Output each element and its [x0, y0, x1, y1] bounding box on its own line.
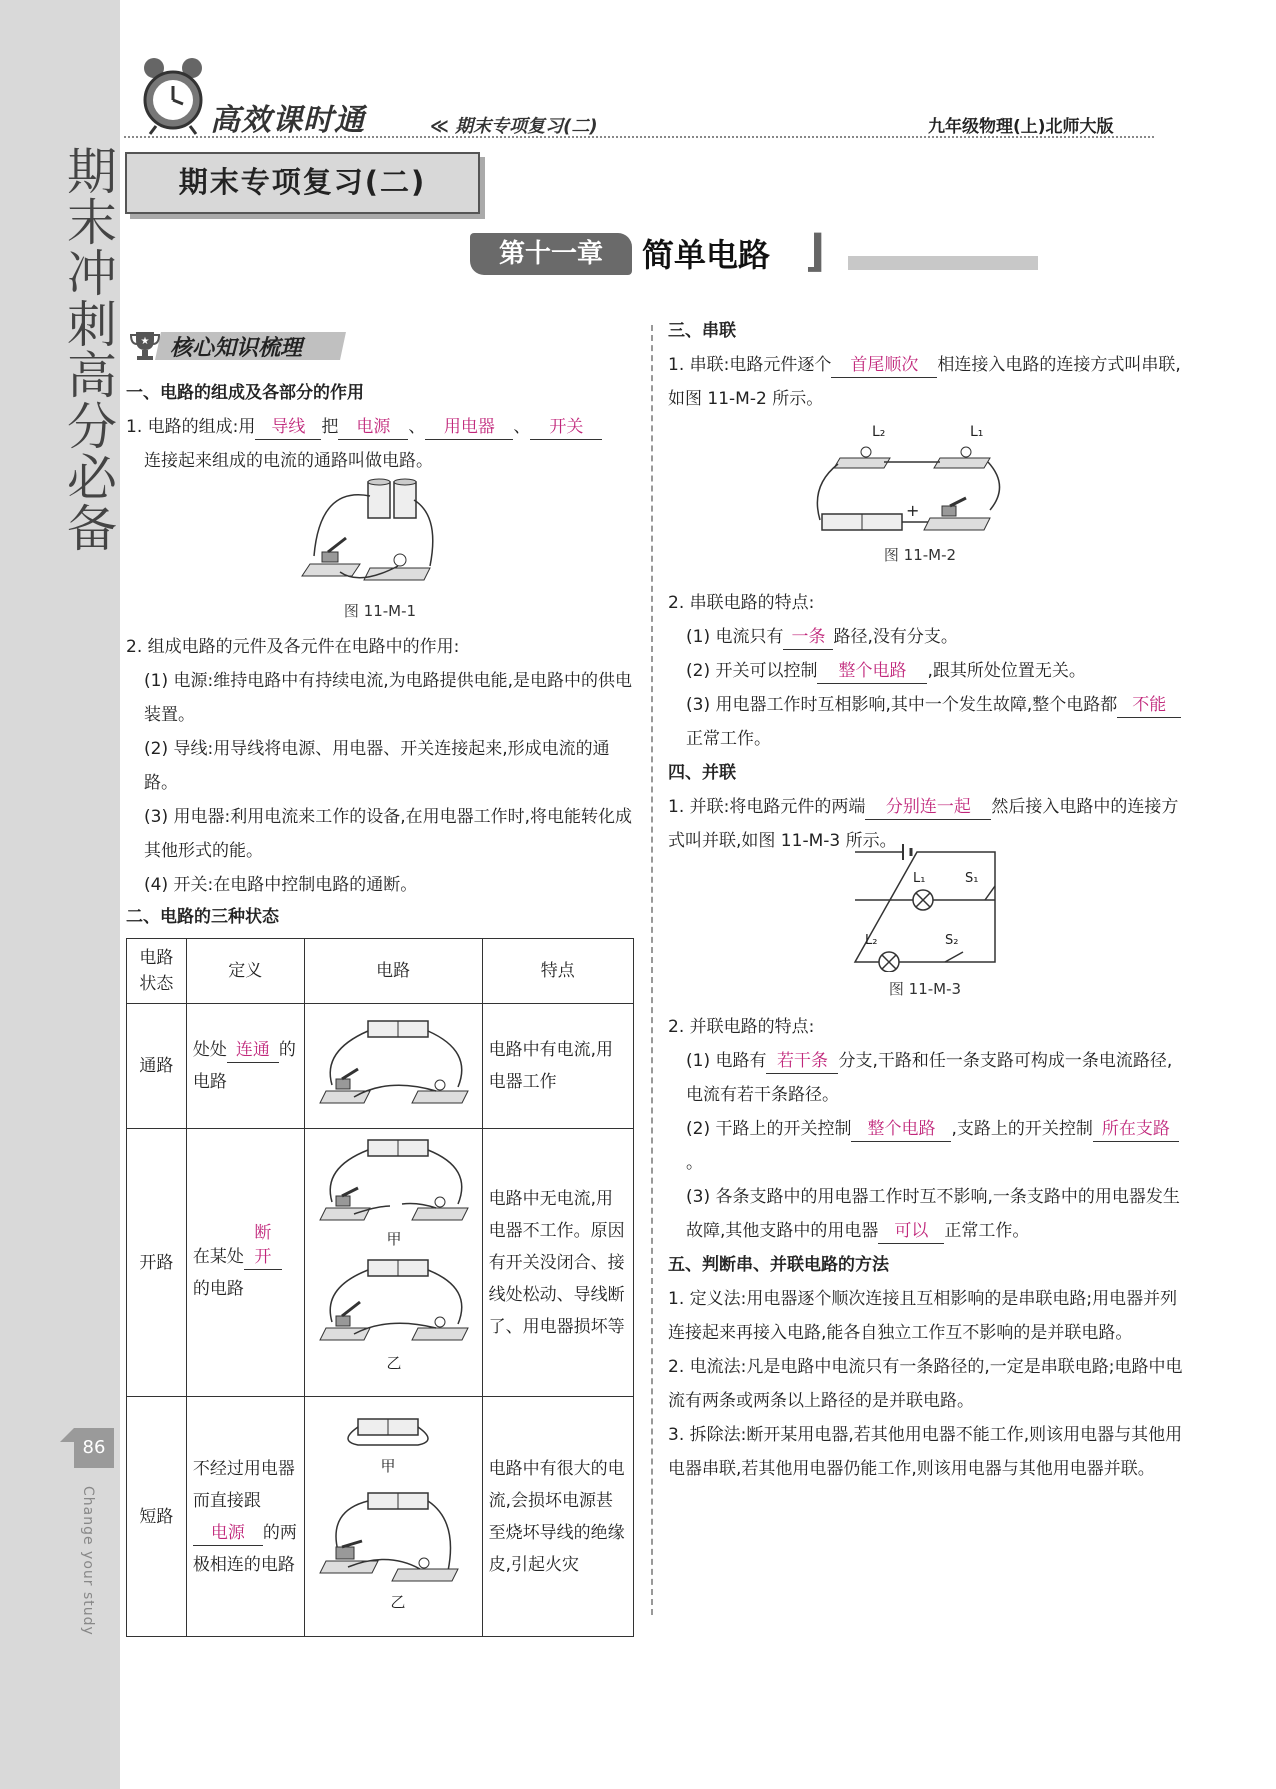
text: 相连接入电路的连接方式叫串联,如图 11-M-2 所示。 — [668, 355, 1181, 409]
heading-composition: 一、电路的组成及各部分的作用 — [126, 383, 364, 403]
text: 路径,没有分支。 — [833, 627, 958, 647]
circuit-cell — [304, 1129, 482, 1397]
parallel-circuit-figure — [845, 842, 1005, 972]
text: 分支,干路和任一条支路可构成一条电流路径,电流有若干条路径。 — [686, 1051, 1173, 1105]
right-column-top — [668, 314, 1188, 416]
table-row — [127, 1397, 634, 1637]
definition-cell — [186, 1004, 304, 1129]
component-item-power: (1) 电源:维持电路中有持续电流,为电路提供电能,是电路中的供电装置。 — [144, 671, 633, 725]
answer-blank: 首尾顺次 — [831, 353, 937, 378]
table-row — [127, 1129, 634, 1397]
method-item: 1. 定义法:用电器逐个顺次连接且互相影响的是串联电路;用电器并列连接起来再接入电路,能各自独立工作互不影响的是并联电路。 — [668, 1289, 1178, 1343]
answer-blank: 可以 — [878, 1219, 944, 1244]
text: 不经过用电器而直接跟 — [192, 1458, 295, 1511]
text: 、 — [513, 417, 531, 437]
chapter-name: 简单电路 — [642, 236, 771, 274]
figure-caption-2: 图 11-M-2 — [883, 546, 957, 564]
table-header-row — [127, 939, 634, 1004]
table-header: 特点 — [482, 939, 633, 1004]
sidebar-title: 期末冲刺高分必备 — [59, 145, 117, 553]
state-cell: 短路 — [127, 1397, 187, 1637]
text: (3) 用电器工作时互相影响,其中一个发生故障,整个电路都 — [686, 695, 1118, 715]
lamp-label: L₁ — [970, 424, 984, 440]
figure-label-a: 甲 — [380, 1457, 396, 1475]
series-features-heading: 2. 串联电路的特点: — [668, 593, 815, 613]
method-item: 3. 拆除法:断开某用电器,若其他用电器不能工作,则该用电器与其他用电器串联,若其他用电器仍能工作,则该用电器与其他用电器并联。 — [668, 1425, 1183, 1479]
text: (1) 电路有 — [686, 1051, 767, 1071]
answer-blank: 电源 — [338, 415, 408, 440]
series-feature-item — [668, 654, 1188, 688]
circuit-figure-1 — [300, 476, 460, 594]
definition-cell — [186, 1129, 304, 1397]
circuit-cell — [304, 1397, 482, 1637]
feature-cell: 电路中有很大的电流,会损坏电源甚至烧坏导线的绝缘皮,引起火灾 — [482, 1397, 633, 1637]
parallel-feature-item — [668, 1180, 1188, 1248]
switch-label: S₂ — [945, 933, 959, 948]
answer-blank: 连通 — [227, 1038, 279, 1063]
left-column-top — [126, 376, 636, 478]
open-circuit-figure — [308, 1132, 478, 1382]
parallel-feature-item — [668, 1044, 1188, 1112]
heading-series: 三、串联 — [668, 321, 736, 341]
text: 。 — [686, 1153, 703, 1173]
answer-blank: 一条 — [783, 625, 833, 650]
answer-blank: 导线 — [255, 415, 321, 440]
text: 在某处 — [192, 1246, 244, 1267]
composition-paragraph — [126, 410, 636, 444]
trophy-icon — [128, 328, 162, 362]
text: 1. 并联:将电路元件的两端 — [668, 797, 866, 817]
lamp-label: L₁ — [913, 871, 926, 886]
switch-label: S₁ — [965, 871, 979, 886]
page-number: 86 — [74, 1428, 114, 1468]
answer-blank: 整个电路 — [851, 1117, 951, 1142]
header-section: ≪ 期末专项复习(二) — [430, 116, 598, 137]
heading-parallel: 四、并联 — [668, 763, 736, 783]
composition-paragraph-cont: 连接起来组成的电流的通路叫做电路。 — [144, 451, 433, 471]
series-circuit-figure — [810, 416, 1030, 536]
component-item-switch: (4) 开关:在电路中控制电路的通断。 — [144, 875, 418, 895]
text: 的电路 — [192, 1040, 296, 1092]
chapter-bracket: ⌋ — [805, 226, 826, 277]
answer-blank: 电源 — [193, 1521, 263, 1546]
parallel-features-heading: 2. 并联电路的特点: — [668, 1017, 815, 1037]
method-item: 2. 电流法:凡是电路中电流只有一条路径的,一定是串联电路;电路中电流有两条或两条以上路径的是并联电路。 — [668, 1357, 1183, 1411]
text: 的两极相连的电路 — [192, 1522, 297, 1575]
answer-blank: 若干条 — [766, 1049, 838, 1074]
right-column-mid — [668, 586, 1188, 858]
text: 把 — [321, 417, 339, 437]
lamp-label: L₂ — [872, 424, 886, 440]
text: (1) 电流只有 — [686, 627, 784, 647]
feature-cell: 电路中有电流,用电器工作 — [482, 1004, 633, 1129]
state-cell: 开路 — [127, 1129, 187, 1397]
answer-blank: 整个电路 — [817, 659, 927, 684]
column-divider — [651, 325, 653, 1615]
table-header: 电路状态 — [127, 939, 187, 1004]
figure-label-a: 甲 — [386, 1230, 402, 1248]
text: ,跟其所处位置无关。 — [927, 661, 1086, 681]
series-feature-item — [668, 620, 1188, 654]
page-title: 期末专项复习(二) — [125, 152, 480, 214]
text: 1. 串联:电路元件逐个 — [668, 355, 832, 375]
alarm-clock-logo — [136, 54, 210, 136]
text: (3) 各条支路中的用电器工作时互不影响,一条支路中的用电器发生故障,其他支路中的用电器 — [686, 1187, 1180, 1241]
sidebar-slogan: Change your study — [80, 1486, 96, 1636]
figure-caption-1: 图 11-M-1 — [343, 602, 417, 620]
figure-label-b: 乙 — [386, 1354, 402, 1372]
text: 正常工作。 — [944, 1221, 1030, 1241]
text: ,支路上的开关控制 — [951, 1119, 1093, 1139]
svg-text:★: ★ — [140, 336, 150, 347]
component-item-appliance: (3) 用电器:利用电流来工作的设备,在用电器工作时,将电能转化成其他形式的能。 — [144, 807, 633, 861]
figure-label-b: 乙 — [390, 1593, 406, 1611]
table-header: 电路 — [304, 939, 482, 1004]
circuit-states-table — [126, 938, 634, 1637]
short-circuit-figure — [308, 1401, 478, 1621]
chapter-label: 第十一章 — [470, 233, 632, 275]
plus-label: + — [906, 501, 920, 520]
definition-cell — [186, 1397, 304, 1637]
left-column-mid — [126, 630, 636, 932]
header-book: 九年级物理(上)北师大版 — [928, 117, 1114, 137]
section-badge-text: 核心知识梳理 — [170, 336, 303, 361]
parallel-feature-item — [668, 1112, 1188, 1180]
text: 处处 — [192, 1040, 227, 1060]
table-row — [127, 1004, 634, 1129]
text: (2) 开关可以控制 — [686, 661, 818, 681]
answer-blank: 开关 — [530, 415, 602, 440]
table-header: 定义 — [186, 939, 304, 1004]
right-column-bottom — [668, 1010, 1188, 1486]
answer-blank: 不能 — [1117, 693, 1181, 718]
figure-caption-3: 图 11-M-3 — [888, 980, 962, 998]
chapter-bar — [848, 256, 1038, 270]
answer-blank: 断开 — [244, 1221, 282, 1270]
lamp-label: L₂ — [865, 933, 878, 948]
circuit-cell — [304, 1004, 482, 1129]
text: 正常工作。 — [686, 729, 771, 749]
brand-logo-text: 高效课时通 — [210, 103, 365, 138]
heading-states: 二、电路的三种状态 — [126, 907, 279, 927]
series-feature-item — [668, 688, 1188, 756]
text: (2) 干路上的开关控制 — [686, 1119, 852, 1139]
closed-circuit-figure — [308, 1011, 478, 1111]
components-heading: 2. 组成电路的元件及各元件在电路中的作用: — [126, 637, 460, 657]
answer-blank: 所在支路 — [1093, 1117, 1179, 1142]
answer-blank: 用电器 — [425, 415, 513, 440]
state-cell: 通路 — [127, 1004, 187, 1129]
answer-blank: 分别连一起 — [865, 795, 991, 820]
text: 然后接入电路中的连接方式叫并联,如图 11-M-3 所示。 — [668, 797, 1179, 851]
component-item-wire: (2) 导线:用导线将电源、用电器、开关连接起来,形成电流的通路。 — [144, 739, 610, 793]
text: 1. 电路的组成:用 — [126, 417, 256, 437]
feature-cell: 电路中无电流,用电器不工作。原因有开关没闭合、接线处松动、导线断了、用电器损坏等 — [482, 1129, 633, 1397]
heading-methods: 五、判断串、并联电路的方法 — [668, 1255, 889, 1275]
series-definition — [668, 348, 1188, 416]
section-badge — [128, 328, 343, 364]
text: 的电路 — [192, 1278, 244, 1299]
text: 、 — [408, 417, 426, 437]
